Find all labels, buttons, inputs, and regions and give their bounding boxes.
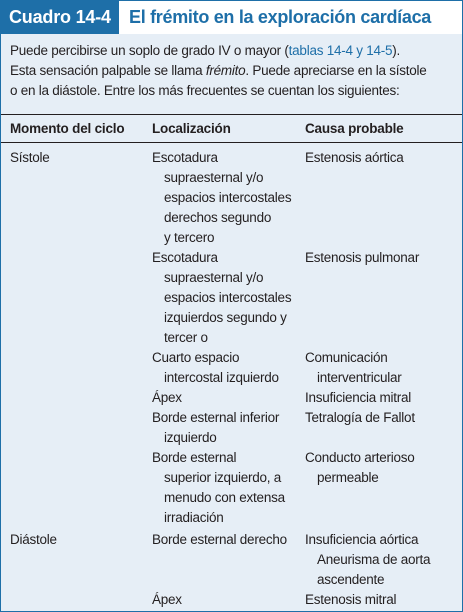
cause-cell <box>305 530 430 590</box>
intro-text: ). <box>392 43 400 58</box>
cycle-diastole: Diástole <box>10 532 57 547</box>
table-header <box>1 115 462 143</box>
cell-line: Ápex <box>152 592 182 607</box>
cause-cell <box>305 388 411 408</box>
cause-cell <box>305 348 402 388</box>
column-header-location: Localización <box>152 121 231 136</box>
cell-line: Insuficiencia aórtica <box>305 532 419 547</box>
cell-line: permeable <box>317 470 379 485</box>
cell-line: Estenosis aórtica <box>305 150 404 165</box>
cell-line: Escotadura <box>152 150 218 165</box>
cell-line: Insuficiencia mitral <box>305 390 412 405</box>
intro-paragraph <box>10 41 456 101</box>
cell-line: supraesternal y/o <box>164 270 264 285</box>
column-header-cause: Causa probable <box>305 121 404 136</box>
cell-line: Borde esternal derecho <box>152 532 287 547</box>
cell-line: y tercero <box>164 230 215 245</box>
intro-text: Esta sensación palpable se llama <box>10 63 206 78</box>
intro-text: . Puede apreciarse en la sístole <box>245 63 427 78</box>
cell-line: superior izquierdo, a <box>164 470 282 485</box>
cell-line: espacios intercostales <box>164 190 292 205</box>
table-row <box>1 148 462 248</box>
table-row <box>1 348 462 388</box>
cell-line: menudo con extensa <box>164 490 285 505</box>
cause-cell <box>305 148 404 168</box>
cell-line: ascendente <box>317 572 385 587</box>
cell-line: Conducto arterioso <box>305 450 415 465</box>
cell-line: Ápex <box>152 390 182 405</box>
cell-line: Cuarto espacio <box>152 350 240 365</box>
cell-line: Borde esternal inferior <box>152 410 280 425</box>
cell-line: intercostal izquierdo <box>164 370 279 385</box>
location-cell <box>152 590 182 610</box>
location-cell <box>152 448 285 528</box>
cell-line: derechos segundo <box>164 210 272 225</box>
table-row <box>1 530 462 590</box>
location-cell <box>152 388 182 408</box>
cell-line: izquierdos segundo y <box>164 310 287 325</box>
cycle-cell <box>10 530 57 550</box>
table-row <box>1 590 462 610</box>
box-header <box>1 1 462 34</box>
location-cell <box>152 530 287 550</box>
thrill-table <box>1 114 462 610</box>
intro-line-1 <box>10 41 456 61</box>
cell-line: supraesternal y/o <box>164 170 264 185</box>
table-row <box>1 248 462 348</box>
cell-line: Tetralogía de Fallot <box>305 410 415 425</box>
intro-emphasis: frémito <box>205 63 246 78</box>
cause-cell <box>305 590 396 610</box>
location-cell <box>152 248 291 348</box>
cell-line: Borde esternal <box>152 450 237 465</box>
column-header-cycle: Momento del ciclo <box>10 121 125 136</box>
table-row <box>1 448 462 528</box>
box-number-badge: Cuadro 14-4 <box>1 1 119 34</box>
cell-line: irradiación <box>164 510 224 525</box>
box-title: El frémito en la exploración cardíaca <box>129 7 432 27</box>
table-row <box>1 408 462 448</box>
cause-cell <box>305 408 415 428</box>
location-cell <box>152 148 291 248</box>
location-cell <box>152 348 279 388</box>
cell-line: Estenosis pulmonar <box>305 250 420 265</box>
intro-line-2 <box>10 61 456 81</box>
table-row <box>1 388 462 408</box>
cause-cell <box>305 248 419 268</box>
cell-line: Aneurisma de aorta <box>317 552 431 567</box>
cell-line: tercer o <box>164 330 208 345</box>
cell-line: Escotadura <box>152 250 218 265</box>
intro-line-3: o en la diástole. Entre los más frecuentes se cuentan los siguientes: <box>10 83 400 98</box>
cycle-systole: Sístole <box>10 150 50 165</box>
intro-text: Puede percibirse un soplo de grado IV o mayor ( <box>10 43 289 58</box>
cause-cell <box>305 448 415 488</box>
location-cell <box>152 408 279 448</box>
cell-line: interventricular <box>317 370 402 385</box>
cell-line: espacios intercostales <box>164 290 292 305</box>
cell-line: Estenosis mitral <box>305 592 397 607</box>
cell-line: izquierdo <box>164 430 217 445</box>
cycle-cell <box>10 148 50 168</box>
cell-line: Comunicación <box>305 350 388 365</box>
tables-link[interactable]: tablas 14-4 y 14-5 <box>288 43 393 58</box>
